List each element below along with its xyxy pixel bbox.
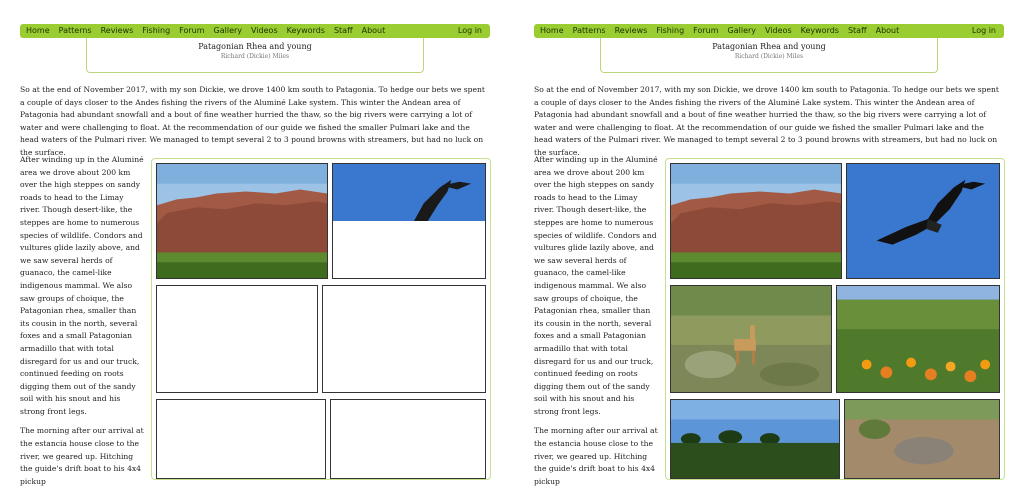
- page-pane-left: [20, 0, 490, 486]
- article-paragraph: After winding up in the Aluminé area we drove about 200 km over the high steppes on sandy roads to head to the Limay river. Though desert-like, the steppes are home to numerous species of wildlife. Condors and vultures glide lazily above, and we saw several herds of guanaco, the camel-like indigenous mammal. We also saw groups of choique, the Patagonian rhea, smaller than its cousin in the north, several foxes and a small Patagonian armadillo that with total disregard for us and our truck, continued feeding on roots digging them out of the sandy soil with his snout and his strong front legs.: [20, 155, 144, 416]
- nav-patterns[interactable]: Patterns: [572, 26, 606, 35]
- login-link[interactable]: Log in: [971, 26, 996, 35]
- page-pane-right: [534, 0, 1004, 486]
- image-caption-box: [600, 38, 938, 73]
- nav-gallery[interactable]: Gallery: [213, 26, 243, 35]
- gallery-photo-condor[interactable]: [332, 163, 486, 279]
- gallery-photo-flowers[interactable]: [322, 285, 486, 393]
- image-caption-title: Patagonian Rhea and young: [198, 42, 312, 51]
- image-caption-credit: Richard (Dickie) Miles: [734, 53, 804, 60]
- nav-bar: [20, 24, 490, 38]
- gallery-photo-cliffs[interactable]: [670, 163, 842, 279]
- nav-staff[interactable]: Staff: [333, 26, 353, 35]
- image-caption-credit: Richard (Dickie) Miles: [220, 53, 290, 60]
- nav-forum[interactable]: Forum: [179, 26, 205, 35]
- gallery-photo-armadillo[interactable]: [330, 399, 486, 479]
- login-link[interactable]: Log in: [457, 26, 482, 35]
- article-intro: So at the end of November 2017, with my son Dickie, we drove 1400 km south to Patagonia. To hedge our bets we spent a couple of days closer to the Andes fishing the rivers of the Aluminé Lake system. This winter the Andean area of Patagonia had abundant snowfall and a bout of fine weather hurried the thaw, so the big rivers were carrying a lot of water and were challenging to float. At the recommendation of our guide we fished the smaller Pulmari lake and the head waters of the Pulmari river. We managed to tempt several 2 to 3 pound browns with streamers, but had no luck on the surface.: [534, 85, 999, 157]
- gallery-photo-guanaco[interactable]: [156, 285, 318, 393]
- nav-about[interactable]: About: [361, 26, 386, 35]
- nav-about[interactable]: About: [875, 26, 900, 35]
- article-intro: So at the end of November 2017, with my son Dickie, we drove 1400 km south to Patagonia. To hedge our bets we spent a couple of days closer to the Andes fishing the rivers of the Aluminé Lake system. This winter the Andean area of Patagonia had abundant snowfall and a bout of fine weather hurried the thaw, so the big rivers were carrying a lot of water and were challenging to float. At the recommendation of our guide we fished the smaller Pulmari lake and the head waters of the Pulmari river. We managed to tempt several 2 to 3 pound browns with streamers, but had no luck on the surface.: [20, 85, 485, 157]
- nav-home[interactable]: Home: [540, 26, 564, 35]
- nav-videos[interactable]: Videos: [251, 26, 278, 35]
- photo-gallery: [665, 158, 1005, 480]
- nav-patterns[interactable]: Patterns: [58, 26, 92, 35]
- nav-staff[interactable]: Staff: [847, 26, 867, 35]
- photo-gallery: [151, 158, 491, 480]
- article-side-column: [20, 154, 144, 495]
- gallery-photo-flowers[interactable]: [836, 285, 1000, 393]
- nav-fishing[interactable]: Fishing: [656, 26, 685, 35]
- gallery-photo-trees[interactable]: [670, 399, 840, 479]
- gallery-photo-trees[interactable]: [156, 399, 326, 479]
- nav-reviews[interactable]: Reviews: [100, 26, 134, 35]
- article-paragraph: After winding up in the Aluminé area we drove about 200 km over the high steppes on sandy roads to head to the Limay river. Though desert-like, the steppes are home to numerous species of wildlife. Condors and vultures glide lazily above, and we saw several herds of guanaco, the camel-like indigenous mammal. We also saw groups of choique, the Patagonian rhea, smaller than its cousin in the north, several foxes and a small Patagonian armadillo that with total disregard for us and our truck, continued feeding on roots digging them out of the sandy soil with his snout and his strong front legs.: [534, 155, 658, 416]
- nav-fishing[interactable]: Fishing: [142, 26, 171, 35]
- article-paragraph: The morning after our arrival at the estancia house close to the river, we geared up. Hitching the guide's drift boat to his 4x4 pickup: [20, 426, 144, 486]
- nav-gallery[interactable]: Gallery: [727, 26, 757, 35]
- nav-keywords[interactable]: Keywords: [800, 26, 839, 35]
- nav-bar: [534, 24, 1004, 38]
- gallery-photo-condor[interactable]: [846, 163, 1000, 279]
- nav-keywords[interactable]: Keywords: [286, 26, 325, 35]
- gallery-photo-guanaco[interactable]: [670, 285, 832, 393]
- article-paragraph: The morning after our arrival at the estancia house close to the river, we geared up. Hitching the guide's drift boat to his 4x4 pickup: [534, 426, 658, 486]
- nav-reviews[interactable]: Reviews: [614, 26, 648, 35]
- nav-home[interactable]: Home: [26, 26, 50, 35]
- gallery-photo-armadillo[interactable]: [844, 399, 1000, 479]
- image-caption-box: [86, 38, 424, 73]
- gallery-photo-cliffs[interactable]: [156, 163, 328, 279]
- nav-videos[interactable]: Videos: [765, 26, 792, 35]
- article-side-column: [534, 154, 658, 495]
- image-caption-title: Patagonian Rhea and young: [712, 42, 826, 51]
- nav-forum[interactable]: Forum: [693, 26, 719, 35]
